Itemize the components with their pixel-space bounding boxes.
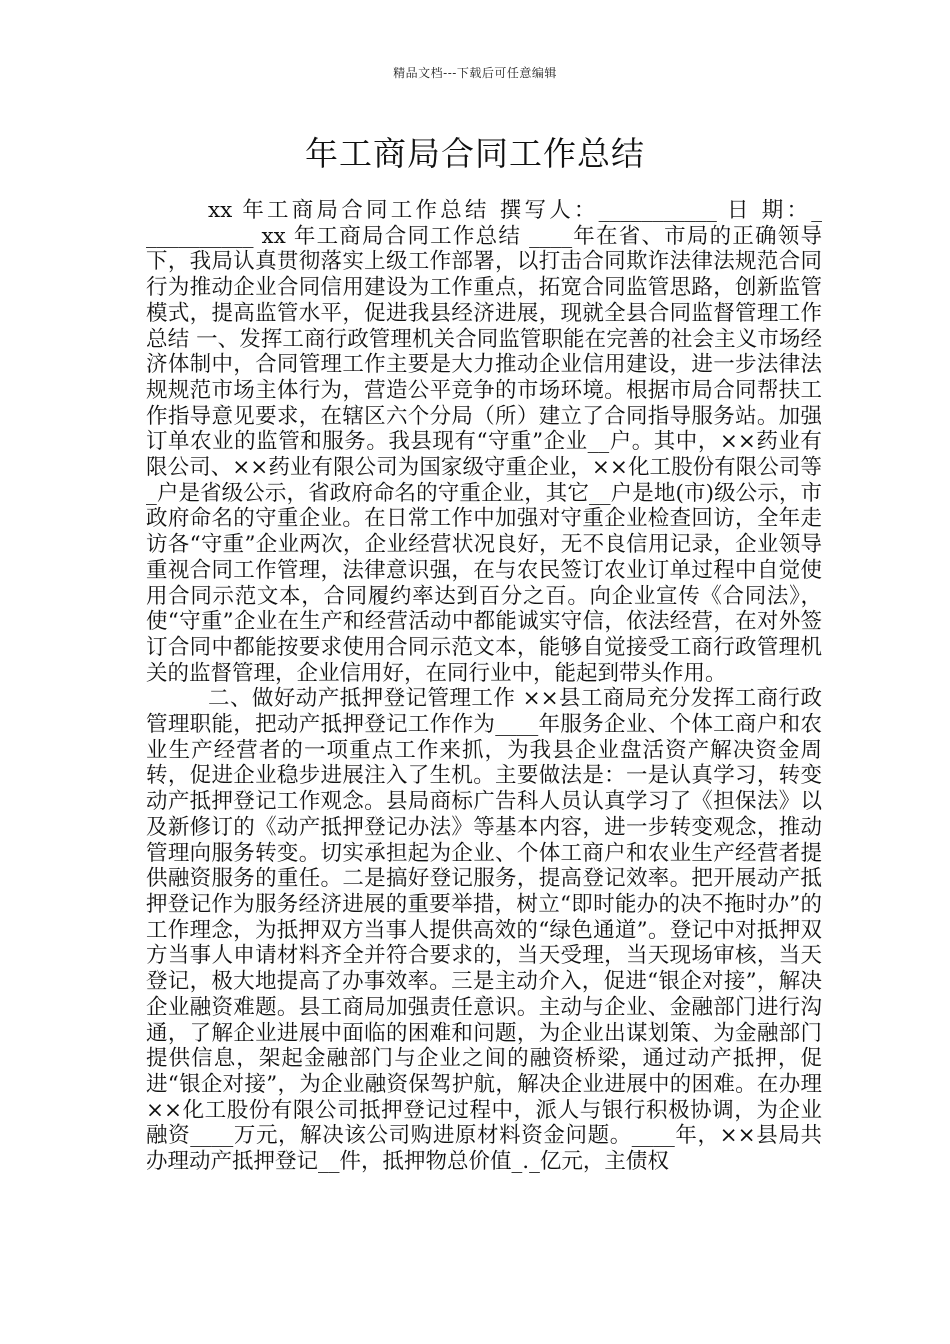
document-title: 年工商局合同工作总结 bbox=[305, 134, 645, 173]
paragraph-1: xx 年工商局合同工作总结 撰写人：___________ 日 期：_ __________ xx 年工商局合同工作总结 ____年在省、市局的正确领导下，我局认真贯彻落实上级工作部署，以打击合同欺诈法律法规范合同行为推动企业合同信用建设为工作重点，拓宽合同监管思路，创新监管模式，提高监管水平，促进我县经济进展，现就全县合同监督管理工作总结 一、发挥工商行政管理机关合同监管职能在完善的社会主义市场经济体制中，合同管理工作主要是大力推动企业信用建设，进一步法律法规规范市场主体行为，营造公平竞争的市场环境。根据市局合同帮扶工作指导意见要求，在辖区六个分局（所）建立了合同指导服务站。加强订单农业的监管和服务。我县现有“守重”企业__户。其中，××药业有限公司、××药业有限公司为国家级守重企业，××化工股份有限公司等_户是省级公示，省政府命名的守重企业，其它__户是地(市)级公示，市政府命名的守重企业。在日常工作中加强对守重企业检查回访，全年走访各“守重”企业两次，企业经营状况良好，无不良信用记录，企业领导重视合同工作管理，法律意识强，在与农民签订农业订单过程中自觉使用合同示范文本，合同履约率达到百分之百。向企业宣传《合同法》，使“守重”企业在生产和经营活动中都能诚实守信，依法经营，在对外签订合同中都能按要求使用合同示范文本，能够自觉接受工商行政管理机关的监督管理，企业信用好，在同行业中，能起到带头作用。 bbox=[146, 198, 822, 686]
paragraph-2: 二、做好动产抵押登记管理工作 ××县工商局充分发挥工商行政管理职能，把动产抵押登记工作作为____年服务企业、个体工商户和农业生产经营者的一项重点工作来抓，为我县企业盘活资产解决资金周转，促进企业稳步进展注入了生机。主要做法是：一是认真学习，转变动产抵押登记工作观念。县局商标广告科人员认真学习了《担保法》以及新修订的《动产抵押登记办法》等基本内容，进一步转变观念，推动管理向服务转变。切实承担起为企业、个体工商户和农业生产经营者提供融资服务的重任。二是搞好登记服务，提高登记效率。把开展动产抵押登记作为服务经济进展的重要举措，树立“即时能办的决不拖时办”的工作理念，为抵押双方当事人提供高效的“绿色通道”。登记中对抵押双方当事人申请材料齐全并符合要求的，当天受理，当天现场审核，当天登记，极大地提高了办事效率。三是主动介入，促进“银企对接”，解决企业融资难题。县工商局加强责任意识。主动与企业、金融部门进行沟通，了解企业进展中面临的困难和问题，为企业出谋划策、为金融部门提供信息，架起金融部门与企业之间的融资桥梁，通过动产抵押，促进“银企对接”，为企业融资保驾护航，解决企业进展中的困难。在办理××化工股份有限公司抵押登记过程中，派人与银行积极协调，为企业融资____万元，解决该公司购进原材料资金问题。____年，××县局共办理动产抵押登记__件，抵押物总价值_._亿元，主债权 bbox=[146, 686, 822, 1175]
page-header: 精品文档---下载后可任意编辑 bbox=[393, 66, 557, 80]
document-body bbox=[146, 198, 822, 1175]
